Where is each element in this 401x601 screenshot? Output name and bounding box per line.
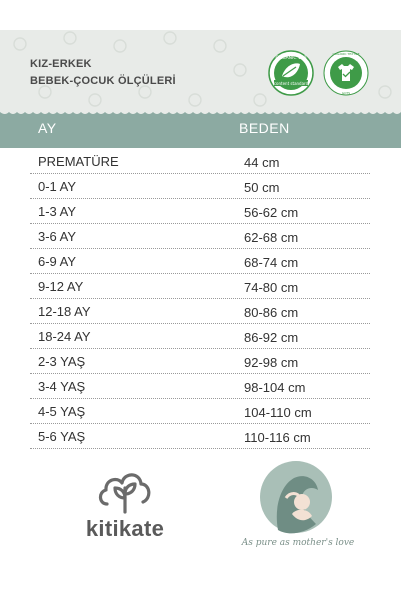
title-line-2: BEBEK-ÇOCUK ÖLÇÜLERİ xyxy=(30,75,176,87)
age-cell: 0-1 AY xyxy=(38,179,77,194)
age-cell: 4-5 YAŞ xyxy=(38,404,86,419)
row-divider xyxy=(30,273,370,274)
size-cell: 86-92 cm xyxy=(244,330,299,345)
row-divider xyxy=(30,223,370,224)
row-divider xyxy=(30,373,370,374)
table-header xyxy=(0,110,401,148)
table-row xyxy=(0,350,401,374)
size-cell: 92-98 cm xyxy=(244,355,299,370)
svg-text:ORGANIC 100: ORGANIC 100 xyxy=(275,56,307,61)
gots-shirt-icon xyxy=(323,50,369,96)
size-cell: 104-110 cm xyxy=(244,405,312,420)
age-cell: 18-24 AY xyxy=(38,329,91,344)
table-row xyxy=(0,225,401,249)
cloud-leaf-icon xyxy=(95,460,155,516)
table-row xyxy=(0,325,401,349)
mother-and-child-icon xyxy=(256,458,336,536)
scallop-edge xyxy=(0,110,401,116)
svg-text:ORGANIC TEXTILE: ORGANIC TEXTILE xyxy=(332,51,360,56)
header xyxy=(0,30,401,110)
size-cell: 110-116 cm xyxy=(244,430,311,445)
size-cell: 62-68 cm xyxy=(244,230,299,245)
row-divider xyxy=(30,448,370,449)
age-cell: 6-9 AY xyxy=(38,254,77,269)
size-cell: 56-62 cm xyxy=(244,205,299,220)
row-divider xyxy=(30,173,370,174)
brand-tagline: As pure as mother's love xyxy=(241,538,355,548)
size-cell: 68-74 cm xyxy=(244,255,299,270)
size-cell: 50 cm xyxy=(244,180,280,195)
table-row xyxy=(0,150,401,174)
row-divider xyxy=(30,298,370,299)
mother-block xyxy=(236,458,356,558)
row-divider xyxy=(30,323,370,324)
size-cell: 74-80 cm xyxy=(244,280,299,295)
title-line-1: KIZ-ERKEK xyxy=(30,58,92,70)
age-cell: 3-4 YAŞ xyxy=(38,379,86,394)
age-cell: PREMATÜRE xyxy=(38,154,119,169)
row-divider xyxy=(30,198,370,199)
size-cell: 80-86 cm xyxy=(244,305,299,320)
table-row xyxy=(0,175,401,199)
age-cell: 12-18 AY xyxy=(38,304,91,319)
table-row xyxy=(0,400,401,424)
row-divider xyxy=(30,398,370,399)
table-row xyxy=(0,250,401,274)
age-cell: 5-6 YAŞ xyxy=(38,429,86,444)
table-row xyxy=(0,300,401,324)
row-divider xyxy=(30,248,370,249)
table-row xyxy=(0,275,401,299)
row-divider xyxy=(30,348,370,349)
brand-name: kitikate xyxy=(85,516,165,541)
table-row xyxy=(0,425,401,449)
column-header-size: BEDEN xyxy=(239,120,290,136)
page-title xyxy=(30,56,176,90)
column-header-age: AY xyxy=(38,120,57,136)
age-cell: 1-3 AY xyxy=(38,204,77,219)
organic-content-standard-icon xyxy=(268,50,314,96)
size-cell: 44 cm xyxy=(244,155,280,170)
age-cell: 2-3 YAŞ xyxy=(38,354,86,369)
svg-text:GOTS: GOTS xyxy=(341,91,351,95)
svg-text:content standard: content standard xyxy=(273,81,309,86)
table-row xyxy=(0,375,401,399)
age-cell: 3-6 AY xyxy=(38,229,77,244)
age-cell: 9-12 AY xyxy=(38,279,84,294)
row-divider xyxy=(30,423,370,424)
size-cell: 98-104 cm xyxy=(244,380,306,395)
brand-block xyxy=(70,460,180,550)
table-row xyxy=(0,200,401,224)
